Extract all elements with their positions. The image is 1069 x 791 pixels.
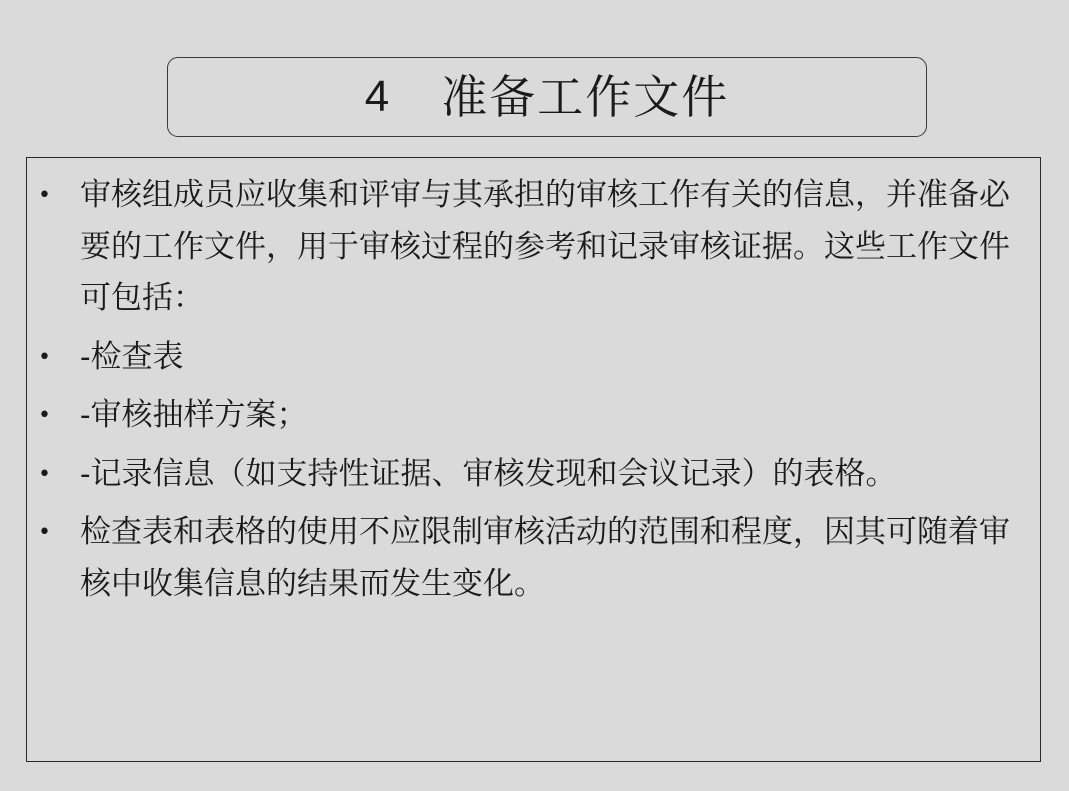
bullet-item-checklist: [27, 332, 1040, 384]
bullet-item-usage-note: [27, 507, 1040, 610]
bullet-item-record-forms: [27, 449, 1040, 501]
content-box: [26, 157, 1041, 762]
bullet-icon: •: [38, 520, 51, 545]
bullet-text: -记录信息（如支持性证据、审核发现和会议记录）的表格。: [80, 455, 897, 492]
bullet-list: [27, 170, 1040, 617]
bullet-text: -审核抽样方案；: [80, 397, 308, 433]
bullet-text: -检查表: [80, 338, 184, 375]
bullet-icon: •: [38, 403, 51, 428]
slide-title: 准备工作文件: [441, 70, 730, 124]
bullet-item-sampling-plan: [27, 390, 1040, 442]
bullet-item-audit-info: [27, 170, 1040, 325]
bullet-text: 审核组成员应收集和评审与其承担的审核工作有关的信息，并准备必要的工作文件，用于审核过程的参考和记录审核证据。这些工作文件可包括：: [80, 177, 1010, 316]
slide-title-box: [167, 57, 927, 137]
bullet-text: 检查表和表格的使用不应限制审核活动的范围和程度，因其可随着审核中收集信息的结果而发生变化。: [80, 514, 1010, 602]
bullet-icon: •: [38, 344, 51, 370]
bullet-icon: •: [38, 183, 51, 208]
bullet-icon: •: [38, 461, 51, 487]
section-number: 4: [364, 72, 390, 121]
